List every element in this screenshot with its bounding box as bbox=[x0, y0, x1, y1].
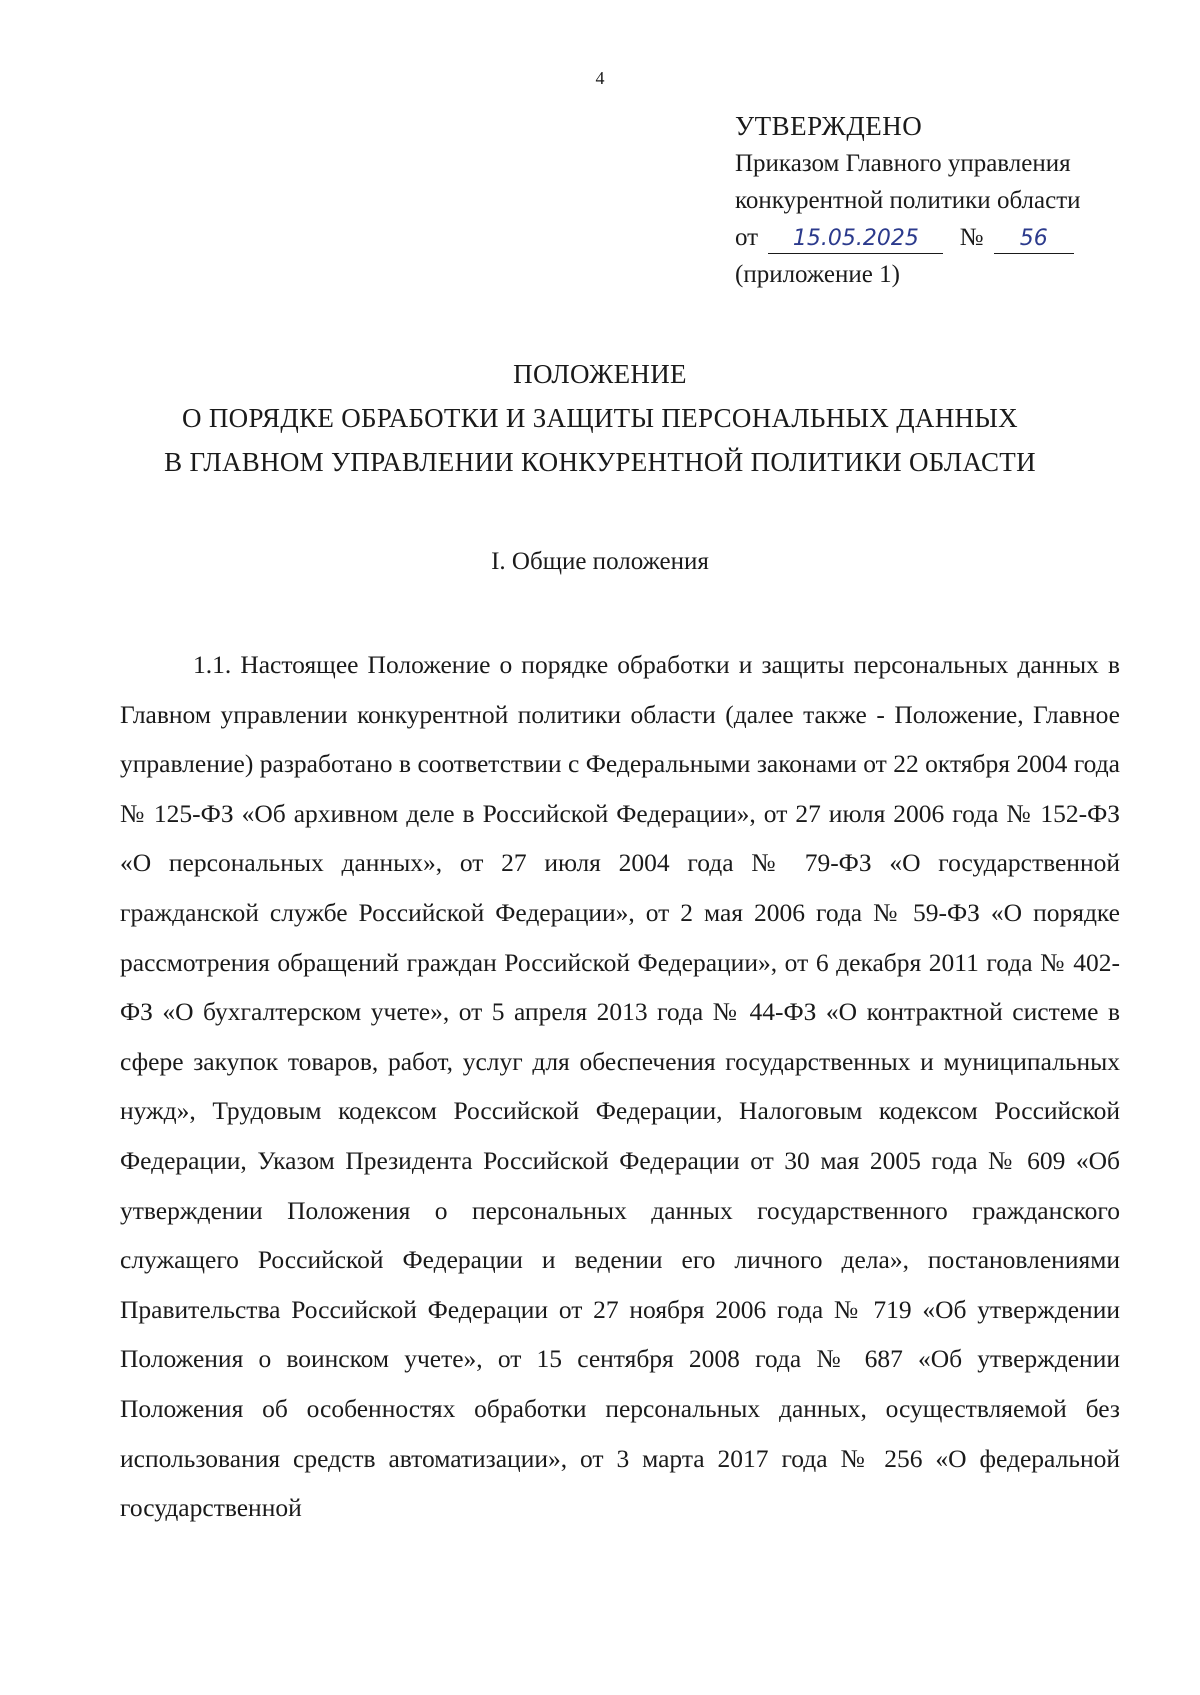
section-heading: I. Общие положения bbox=[491, 548, 709, 575]
approval-line-1: Приказом Главного управления bbox=[735, 150, 1071, 177]
approval-line-2: конкурентной политики области bbox=[735, 187, 1081, 214]
number-prefix: № bbox=[959, 224, 984, 251]
date-prefix: от bbox=[735, 224, 759, 251]
approval-date-line bbox=[735, 219, 1175, 256]
handwritten-date: 15.05.2025 bbox=[768, 225, 943, 254]
title-line-3: В ГЛАВНОМ УПРАВЛЕНИИ КОНКУРЕНТНОЙ ПОЛИТИКИ ОБЛАСТИ bbox=[164, 447, 1036, 477]
handwritten-order-number: 56 bbox=[994, 225, 1074, 254]
appendix-label: (приложение 1) bbox=[735, 261, 900, 288]
title-line-2: О ПОРЯДКЕ ОБРАБОТКИ И ЗАЩИТЫ ПЕРСОНАЛЬНЫХ ДАННЫХ bbox=[182, 403, 1018, 433]
document-title bbox=[0, 352, 1200, 484]
approval-stamp-block bbox=[735, 108, 1175, 293]
page-number: 4 bbox=[595, 68, 605, 88]
approved-label: УТВЕРЖДЕНО bbox=[735, 111, 923, 141]
title-line-1: ПОЛОЖЕНИЕ bbox=[513, 359, 687, 389]
paragraph-1-1: 1.1. Настоящее Положение о порядке обработки и защиты персональных данных в Главном управлении конкурентной политики области (далее также - Положение, Главное управление) разработано в соответствии с Федеральными законами от 22 октября 2004 года № 125-ФЗ «Об архивном деле в Российской Федерации», от 27 июля 2006 года № 152-ФЗ «О персональных данных», от 27 июля 2004 года № 79-ФЗ «О государственной гражданской службе Российской Федерации», от 2 мая 2006 года № 59-ФЗ «О порядке рассмотрения обращений граждан Российской Федерации», от 6 декабря 2011 года № 402-ФЗ «О бухгалтерском учете», от 5 апреля 2013 года № 44-ФЗ «О контрактной системе в сфере закупок товаров, работ, услуг для обеспечения государственных и муниципальных нужд», Трудовым кодексом Российской Федерации, Налоговым кодексом Российской Федерации, Указом Президента Российской Федерации от 30 мая 2005 года № 609 «Об утверждении Положения о персональных данных государственного гражданского служащего Российской Федерации и ведении его личного дела», постановлениями Правительства Российской Федерации от 27 ноября 2006 года № 719 «Об утверждении Положения о воинском учете», от 15 сентября 2008 года № 687 «Об утверждении Положения об особенностях обработки персональных данных, осуществляемой без использования средств автоматизации», от 3 марта 2017 года № 256 «О федеральной государственной bbox=[120, 650, 1120, 1523]
